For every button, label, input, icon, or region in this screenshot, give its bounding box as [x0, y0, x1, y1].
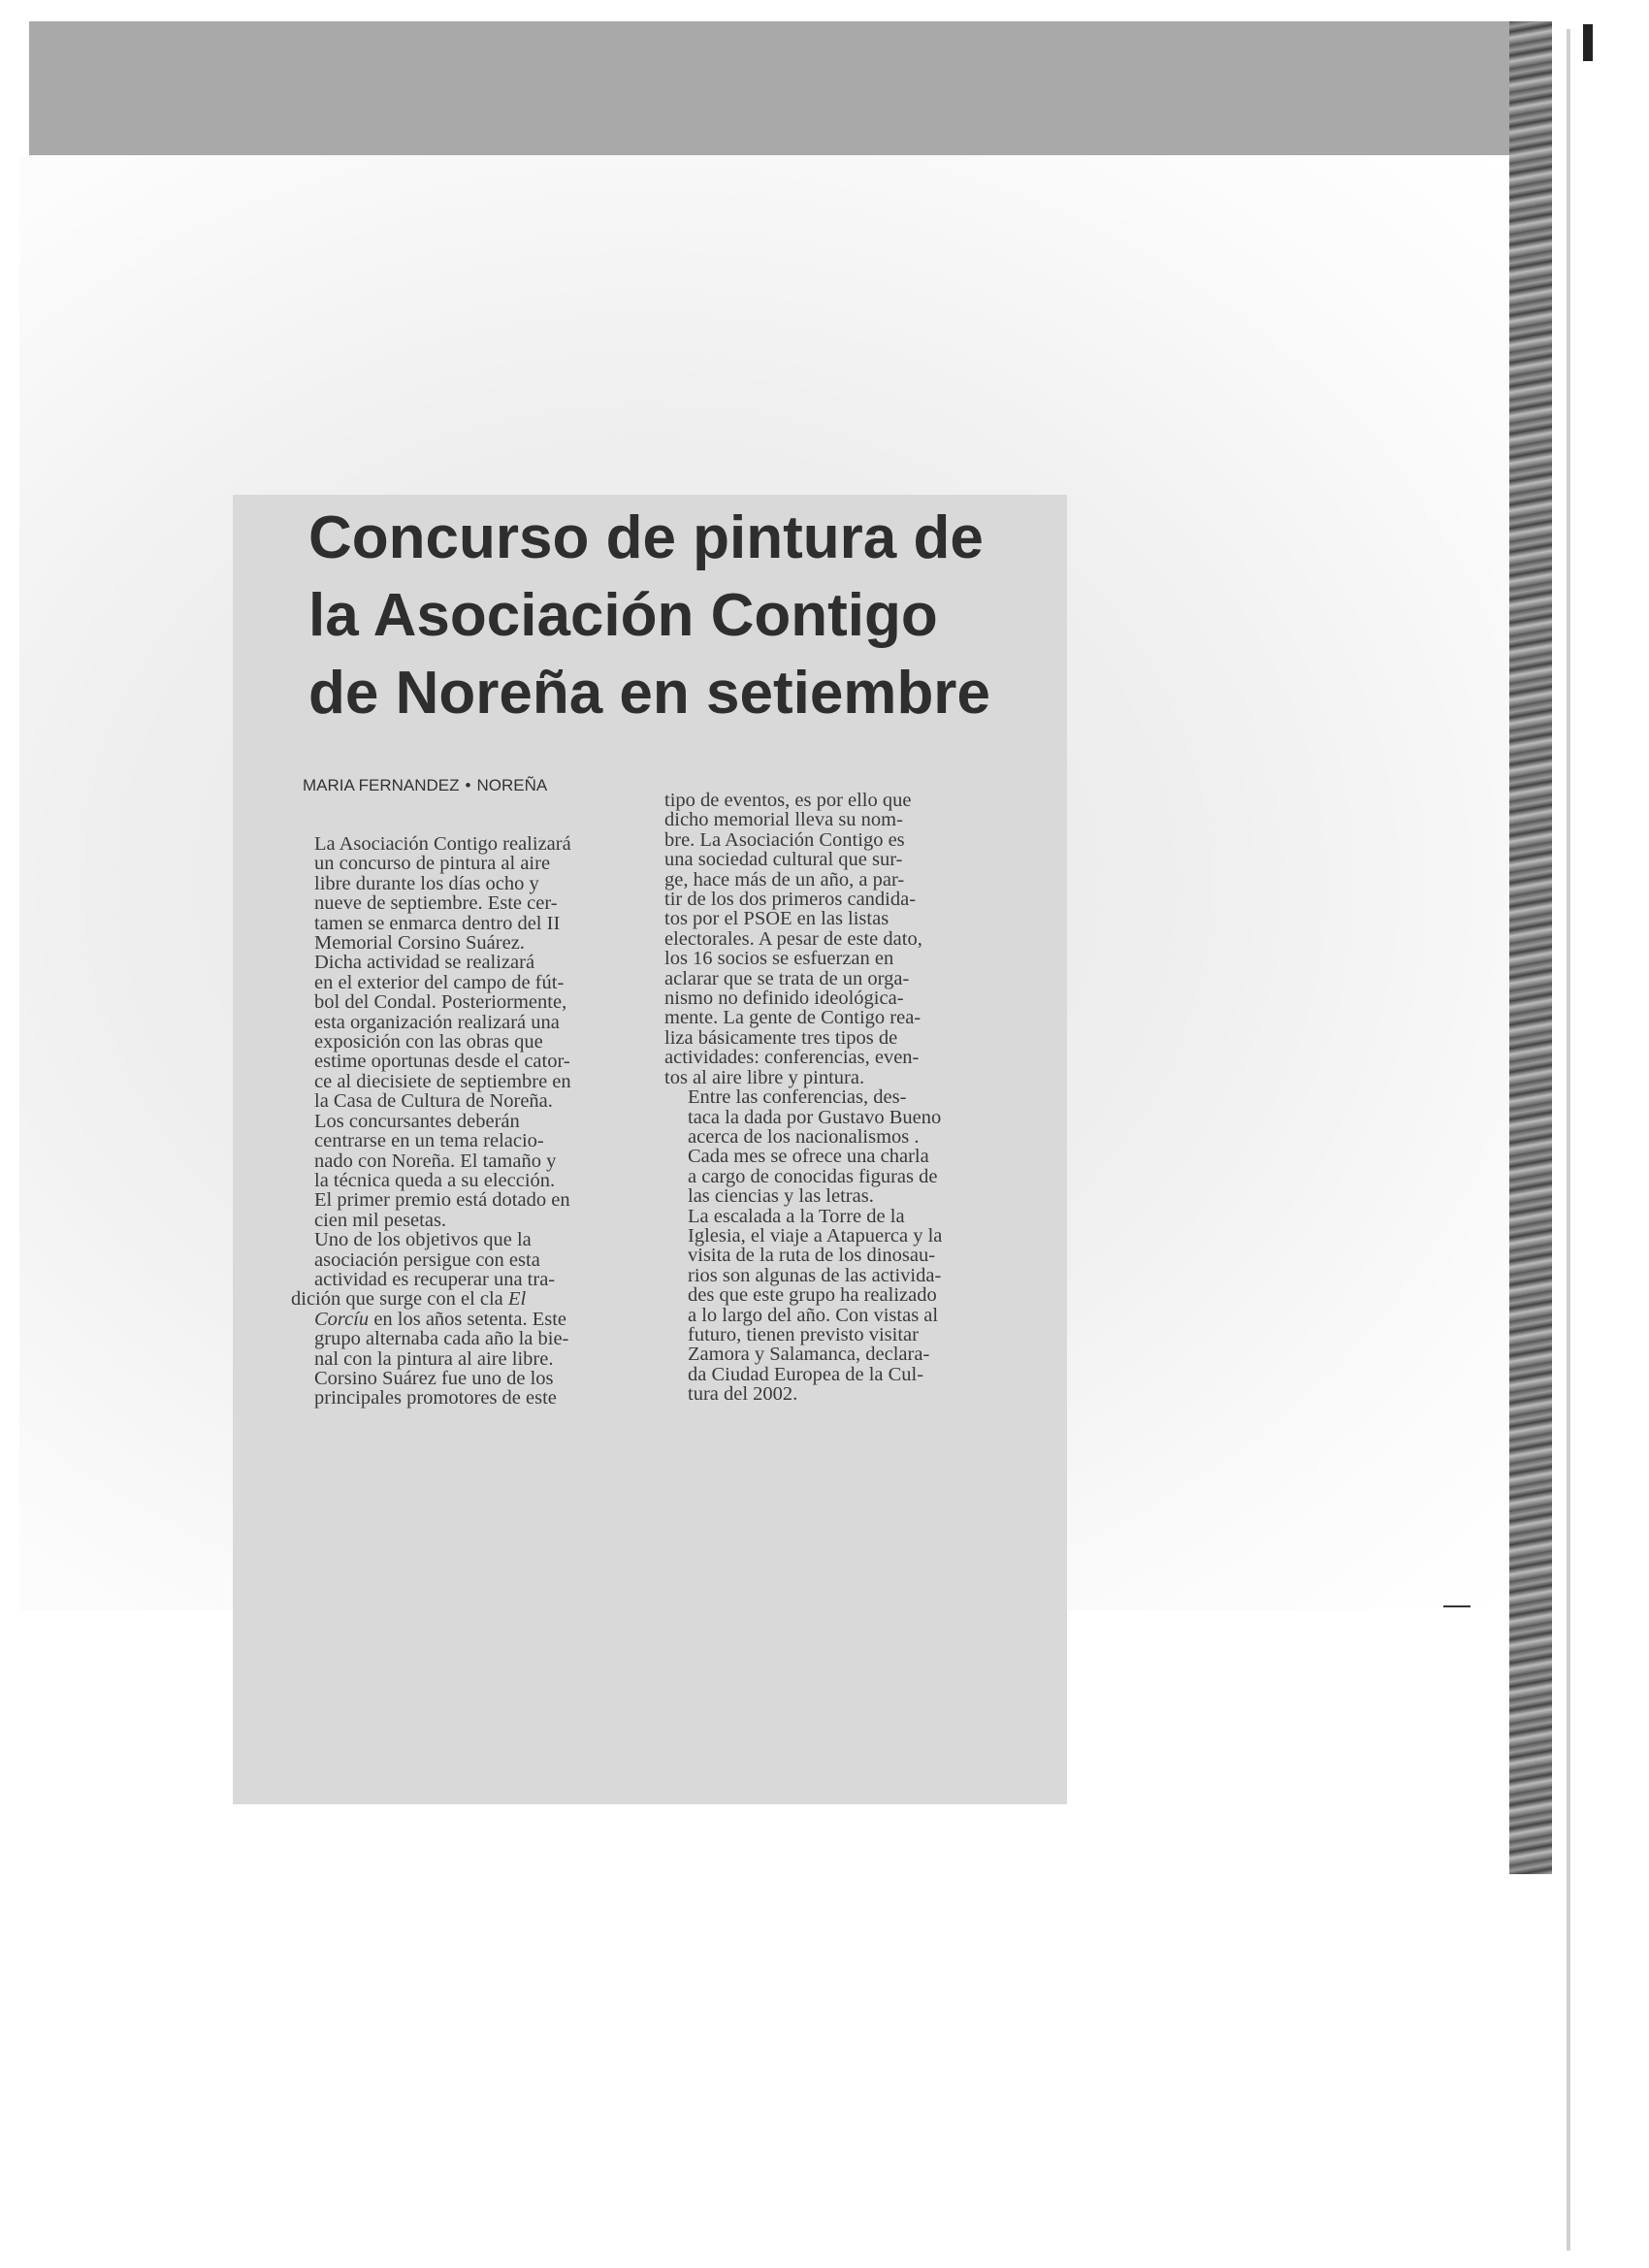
text-line: la Casa de Cultura de Noreña.: [314, 1090, 553, 1113]
text-line: acerca de los nacionalismos .: [688, 1125, 920, 1148]
text-line: Dicha actividad se realizará: [314, 952, 535, 974]
text-line: bol del Condal. Posteriormente,: [314, 991, 567, 1014]
text-line: actividad es recuperar una tra-: [314, 1268, 556, 1290]
text-line: tura del 2002.: [688, 1383, 798, 1406]
text-line: exposición con las obras que: [314, 1031, 543, 1053]
paragraph: [664, 791, 1016, 1087]
headline-line: de Noreña en setiembre: [308, 660, 990, 727]
text-line: tipo de eventos, es por ello que: [664, 790, 912, 811]
text-line: nismo no definido ideológica-: [664, 988, 904, 1010]
text-line: Entre las conferencias, des-: [688, 1086, 907, 1109]
text-line: libre durante los días ocho y: [314, 872, 539, 894]
text-line: en los años setenta. Este: [369, 1308, 566, 1330]
text-line: Cada mes se ofrece una charla: [688, 1146, 929, 1168]
text-line: ge, hace más de un año, a par-: [664, 868, 905, 891]
text-line: la técnica queda a su elección.: [314, 1169, 556, 1191]
text-line: Los concursantes deberán: [314, 1110, 520, 1132]
paragraph: [291, 953, 630, 1111]
text-line: nueve de septiembre. Este cer-: [314, 892, 558, 915]
text-line: La escalada a la Torre de la: [688, 1205, 905, 1227]
text-line: taca la dada por Gustavo Bueno: [688, 1106, 942, 1128]
paragraph: [664, 1207, 1016, 1405]
article-byline: [303, 776, 547, 795]
scan-right-line: [1567, 29, 1570, 2251]
text-line: ce al diecisiete de septiembre en: [314, 1070, 571, 1092]
headline-line: la Asociación Contigo: [308, 582, 938, 649]
text-line: tos por el PSOE en las listas: [664, 908, 889, 930]
paragraph: [291, 834, 630, 953]
text-line: futuro, tienen previsto visitar: [688, 1323, 919, 1345]
text-line: cien mil pesetas.: [314, 1209, 447, 1231]
article-column-left: [291, 834, 630, 1409]
paragraph: [291, 1112, 630, 1230]
text-line: tamen se enmarca dentro del II: [314, 912, 561, 934]
text-line: un concurso de pintura al aire: [314, 853, 551, 875]
text-line: actividades: conferencias, even-: [664, 1047, 920, 1069]
text-line: mente. La gente de Contigo rea-: [664, 1007, 922, 1029]
byline-author: MARIA FERNANDEZ: [303, 776, 460, 794]
text-line: Memorial Corsino Suárez.: [314, 932, 525, 955]
text-line: nado con Noreña. El tamaño y: [314, 1150, 557, 1172]
text-line: esta organización realizará una: [314, 1011, 560, 1033]
text-line: tir de los dos primeros candida-: [664, 889, 917, 911]
article-headline: [308, 500, 1026, 732]
text-line: dición que surge con el cla: [291, 1288, 508, 1311]
text-line: a lo largo del año. Con vistas al: [688, 1304, 939, 1326]
scan-corner-mark: [1583, 24, 1593, 61]
text-line: centrarse en un tema relacio-: [314, 1130, 544, 1152]
text-line: La Asociación Contigo realizará: [314, 833, 571, 855]
text-line: en el exterior del campo de fút-: [314, 971, 565, 993]
italic-text: [291, 1310, 630, 1329]
text-line: los 16 socios se esfuerzan en: [664, 948, 894, 970]
text-line: Iglesia, el viaje a Atapuerca y la: [688, 1224, 943, 1247]
text-line: asociación persigue con esta: [314, 1248, 540, 1271]
paragraph: [291, 1230, 630, 1409]
text-line: electorales. A pesar de este dato,: [664, 927, 922, 950]
scan-top-band: [29, 21, 1518, 165]
text-line: estime oportunas desde el cator-: [314, 1051, 570, 1073]
byline-separator: •: [465, 776, 471, 794]
scan-dash-mark: [1443, 1605, 1471, 1607]
text-line: nal con la pintura al aire libre.: [314, 1347, 554, 1370]
italic-text: Corcíu: [314, 1308, 370, 1330]
text-line: da Ciudad Europea de la Cul-: [688, 1363, 924, 1385]
text-line: El primer premio está dotado en: [314, 1189, 570, 1212]
text-line: visita de la ruta de los dinosau-: [688, 1245, 936, 1267]
scan-right-edge: [1509, 21, 1552, 1874]
headline-line: Concurso de pintura de: [308, 504, 984, 571]
text-line: principales promotores de este: [314, 1387, 557, 1409]
text-line: bre. La Asociación Contigo es: [664, 828, 905, 851]
paragraph: [664, 1087, 1016, 1206]
text-line: Uno de los objetivos que la: [314, 1229, 532, 1251]
text-line: aclarar que se trata de un orga-: [664, 967, 910, 989]
italic-text: El: [507, 1288, 527, 1311]
article-column-right: [664, 791, 1016, 1405]
text-line: Corsino Suárez fue uno de los: [314, 1367, 554, 1389]
text-line: Zamora y Salamanca, declara-: [688, 1344, 930, 1366]
text-line: a cargo de conocidas figuras de: [688, 1165, 938, 1187]
text-line: las ciencias y las letras.: [688, 1185, 874, 1208]
text-line: grupo alternaba cada año la bie-: [314, 1328, 569, 1350]
text-line: tos al aire libre y pintura.: [664, 1066, 865, 1088]
byline-location: NOREÑA: [476, 776, 548, 794]
text-line: liza básicamente tres tipos de: [664, 1026, 898, 1049]
text-line: rios son algunas de las activida-: [688, 1264, 942, 1286]
text-line: des que este grupo ha realizado: [688, 1284, 937, 1307]
text-line: dicho memorial lleva su nom-: [664, 809, 903, 831]
text-line: una sociedad cultural que sur-: [664, 849, 903, 871]
paragraph-text: [291, 1230, 630, 1310]
